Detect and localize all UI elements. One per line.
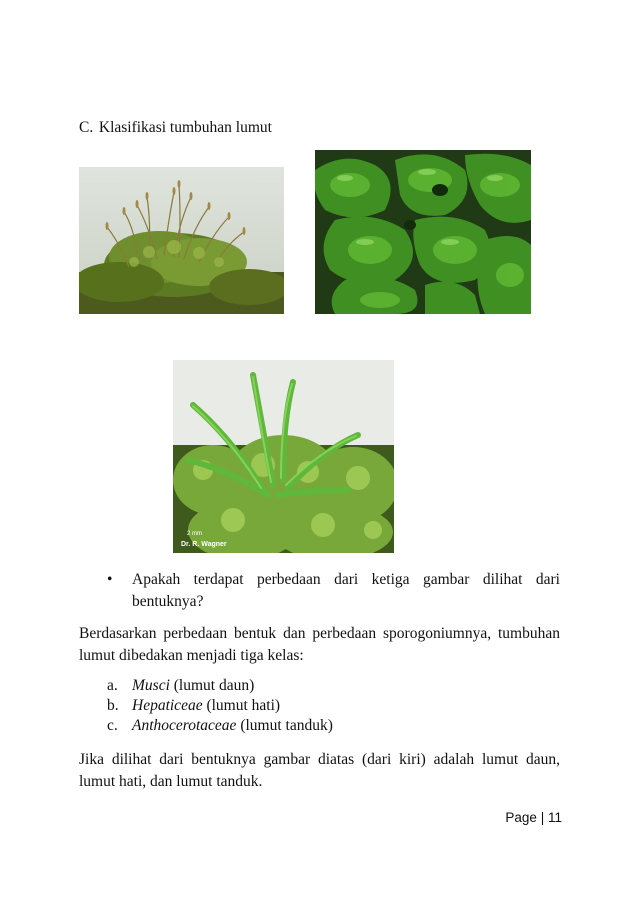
bullet-icon: • — [107, 571, 113, 588]
list-item: a. Musci (lumut daun) — [107, 677, 255, 694]
section-heading — [79, 119, 272, 137]
scale-label: 2 mm — [187, 531, 202, 537]
page-label: Page — [505, 810, 537, 825]
question-bullet — [107, 569, 560, 613]
class-list — [107, 676, 333, 736]
photo-credit: Dr. R. Wagner — [181, 541, 227, 548]
list-item: c. Anthocerotaceae (lumut tanduk) — [107, 717, 333, 734]
section-label: C. — [79, 119, 94, 136]
paragraph-conclusion: Jika dilihat dari bentuknya gambar diatas (dari kiri) adalah lumut daun, lumut hati, dan lumut tanduk. — [79, 751, 560, 790]
page-separator: | — [540, 810, 545, 825]
paragraph-classification: Berdasarkan perbedaan bentuk dan perbedaan sporogoniumnya, tumbuhan lumut dibedakan menjadi tiga kelas: — [79, 625, 560, 664]
page-number: 11 — [547, 810, 562, 825]
list-item: b. Hepaticeae (lumut hati) — [107, 697, 281, 714]
moss-photo-anthocerotaceae — [173, 360, 394, 553]
moss-photo-hepaticeae — [315, 150, 531, 314]
question-text: Apakah terdapat perbedaan dari ketiga gambar dilihat dari bentuknya? — [132, 571, 560, 610]
section-title: Klasifikasi tumbuhan lumut — [98, 119, 272, 136]
page-footer — [505, 810, 562, 825]
moss-photo-musci — [79, 167, 284, 314]
